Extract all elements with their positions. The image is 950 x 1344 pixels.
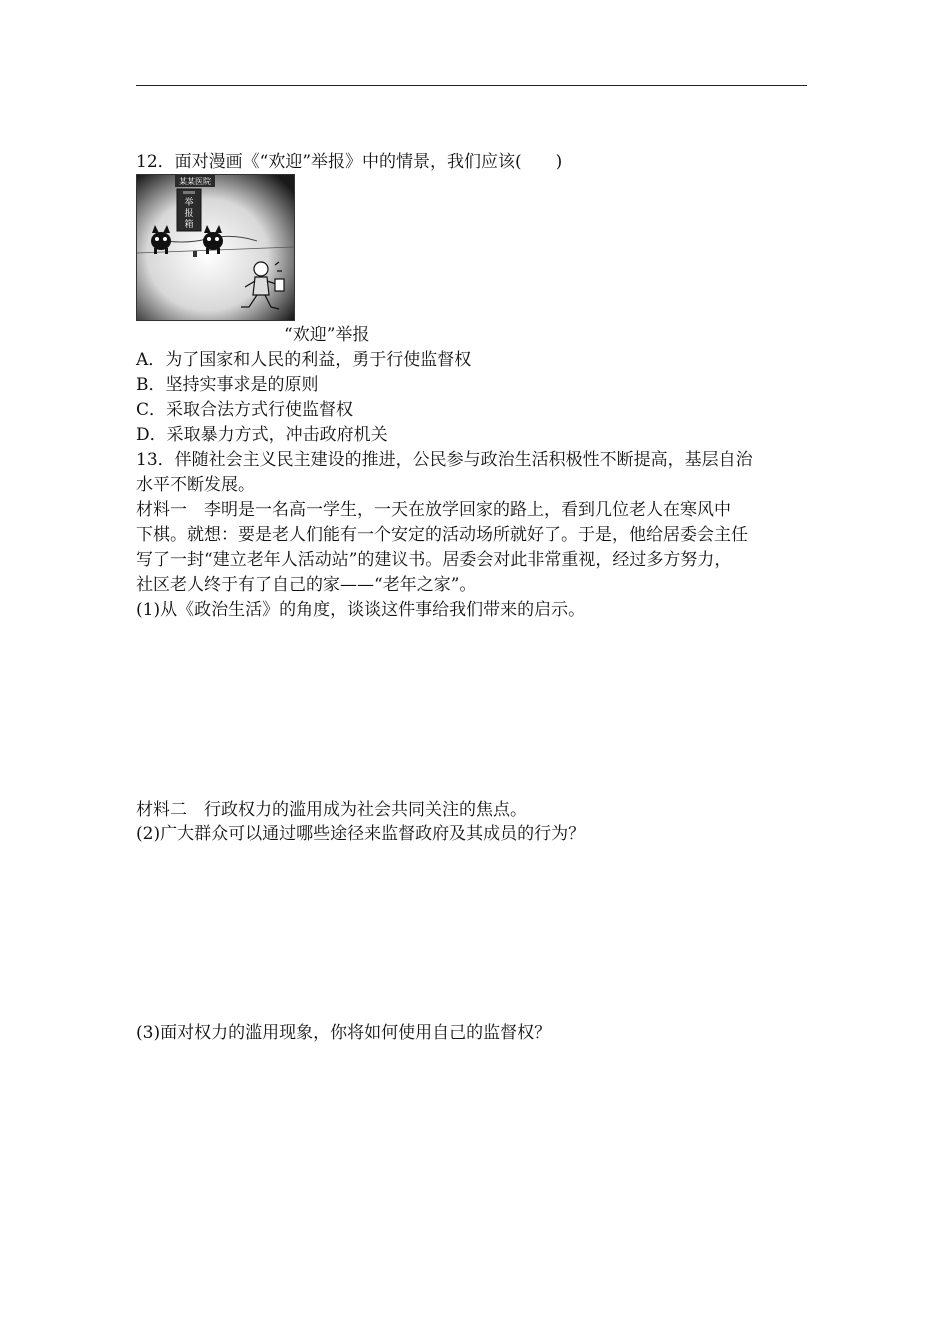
q12-stem: 12．面对漫画《“欢迎”举报》中的情景，我们应该( ) — [136, 152, 563, 172]
sub-question-2: (2)广大群众可以通过哪些途径来监督政府及其成员的行为？ — [136, 824, 586, 844]
cartoon-caption: “欢迎”举报 — [284, 325, 370, 345]
material2: 材料二 行政权力的滥用成为社会共同关注的焦点。 — [136, 800, 527, 820]
material1-line-3: 写了一封“建立老年人活动站”的建议书。居委会对此非常重视，经过多方努力， — [136, 550, 732, 570]
material1-line-4: 社区老人终于有了自己的家——“老年之家”。 — [136, 575, 477, 595]
material1-line-2: 下棋。就想：要是老人们能有一个安定的活动场所就好了。于是，他给居委会主任 — [136, 525, 748, 545]
svg-text:箱: 箱 — [184, 220, 194, 230]
option-d: D．采取暴力方式，冲击政府机关 — [136, 425, 388, 445]
header-rule — [136, 85, 807, 86]
option-b: B．坚持实事求是的原则 — [136, 375, 319, 395]
option-a: A．为了国家和人民的利益，勇于行使监督权 — [136, 350, 472, 370]
svg-text:举: 举 — [184, 198, 194, 208]
option-c: C．采取合法方式行使监督权 — [136, 400, 354, 420]
material1-line-1: 材料一 李明是一名高一学生，一天在放学回家的路上，看到几位老人在寒风中 — [136, 500, 731, 520]
sub-question-1: (1)从《政治生活》的角度，谈谈这件事给我们带来的启示。 — [136, 600, 586, 620]
svg-text:报: 报 — [184, 209, 194, 219]
hospital-sign-text: 某某医院 — [179, 177, 211, 186]
cartoon-image — [136, 174, 295, 321]
q13-stem-line-1: 13．伴随社会主义民主建设的推进，公民参与政治生活积极性不断提高，基层自治 — [136, 450, 753, 470]
q13-stem-line-2: 水平不断发展。 — [136, 475, 255, 495]
sub-question-3: (3)面对权力的滥用现象，你将如何使用自己的监督权？ — [136, 1023, 552, 1043]
